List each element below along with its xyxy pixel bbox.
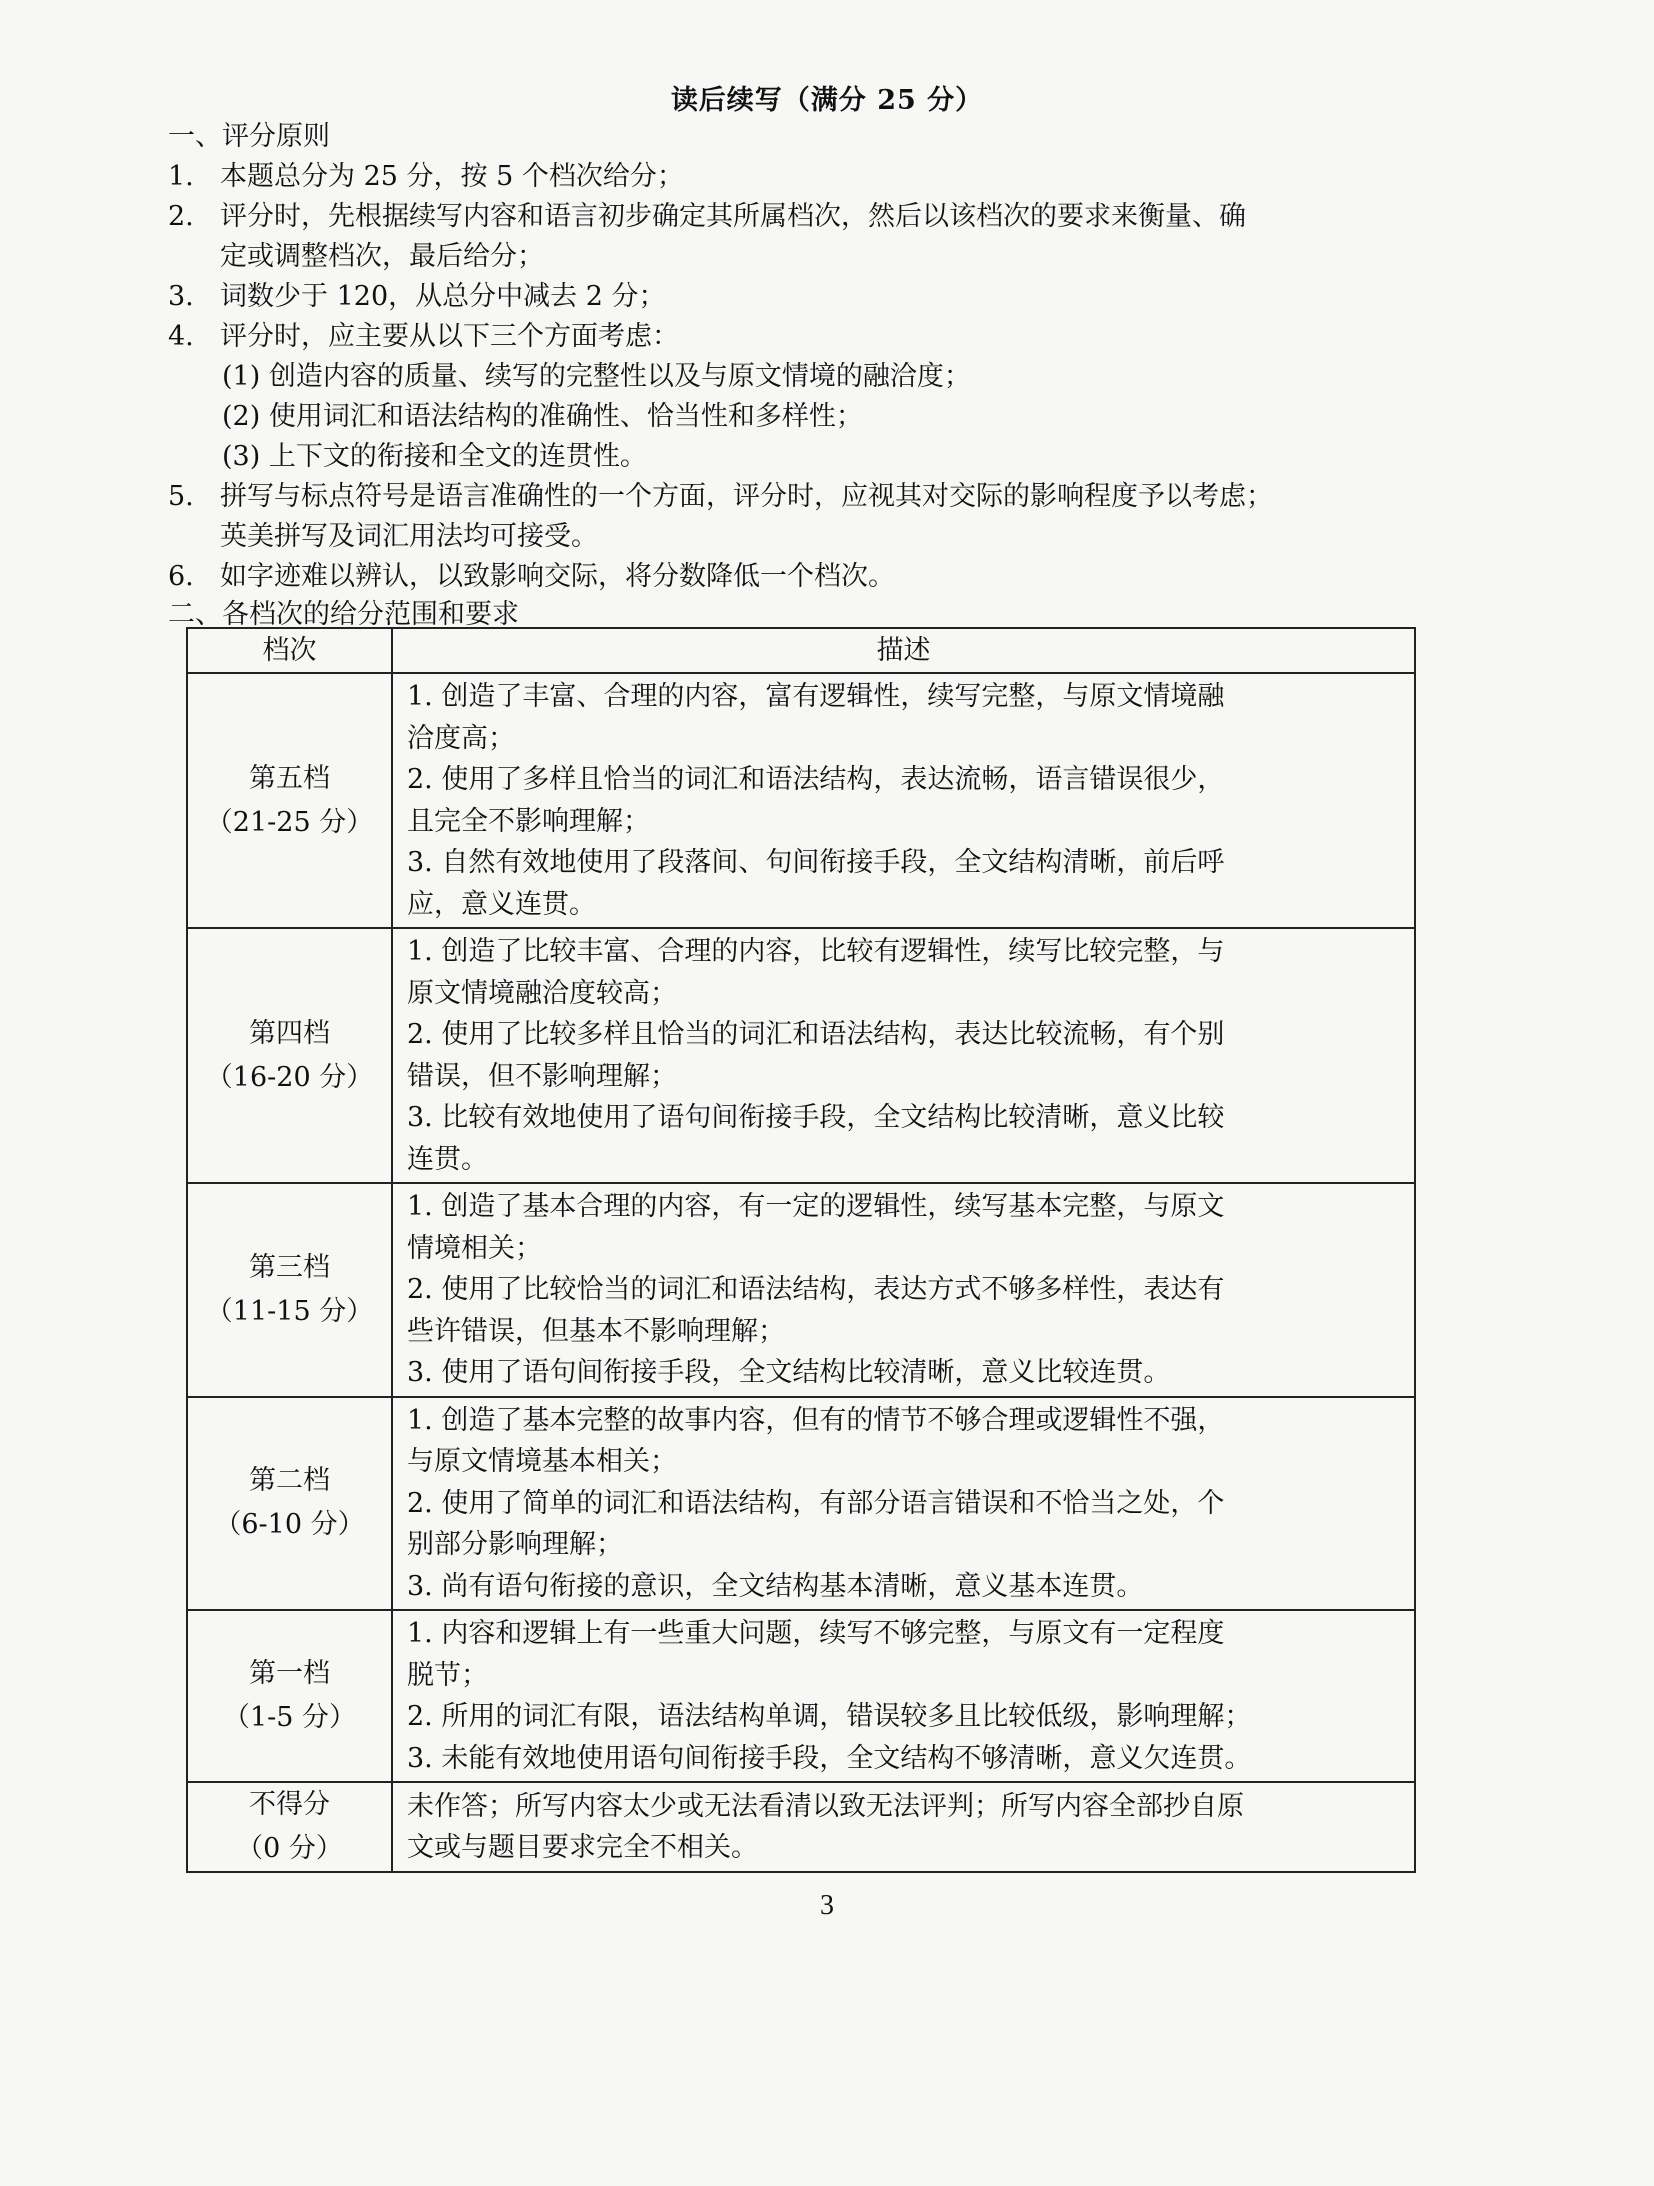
- level-range: （1-5 分）: [222, 1702, 357, 1733]
- description-line: 错误，但不影响理解；: [407, 1060, 677, 1092]
- sub-point-1: (1) 创造内容的质量、续写的完整性以及与原文情境的融洽度；: [222, 361, 971, 392]
- rule-4: [168, 317, 1398, 357]
- level-cell: [187, 1397, 392, 1611]
- description-line: 2. 所用的词汇有限，语法结构单调，错误较多且比较低级，影响理解；: [407, 1701, 1252, 1732]
- level-cell: [187, 1183, 392, 1397]
- description-line: 文或与题目要求完全不相关。: [407, 1832, 758, 1863]
- level-range: （21-25 分）: [205, 806, 374, 838]
- section2-heading: 二、各档次的给分范围和要求: [168, 599, 519, 630]
- description-line: 3. 比较有效地使用了语句间衔接手段，全文结构比较清晰，意义比较: [407, 1102, 1225, 1133]
- level-name: 第一档: [249, 1658, 330, 1689]
- rule-text: 本题总分为 25 分，按 5 个档次给分；: [220, 161, 684, 192]
- description-line: 原文情境融洽度较高；: [407, 977, 677, 1009]
- description-line: 1. 创造了比较丰富、合理的内容，比较有逻辑性，续写比较完整，与: [407, 936, 1225, 967]
- description-cell: [392, 673, 1415, 928]
- rule-text-continued: 英美拼写及词汇用法均可接受。: [220, 521, 598, 552]
- level-range: （6-10 分）: [214, 1509, 365, 1541]
- table-row: [187, 673, 1415, 928]
- description-line: 3. 未能有效地使用语句间衔接手段，全文结构不够清晰，意义欠连贯。: [407, 1742, 1252, 1774]
- page-title: 读后续写（满分 25 分）: [670, 85, 984, 116]
- description-line: 连贯。: [407, 1143, 488, 1175]
- description-line: 别部分影响理解；: [407, 1529, 623, 1560]
- table-row: [187, 1183, 1415, 1397]
- description-line: 1. 创造了基本完整的故事内容，但有的情节不够合理或逻辑性不强，: [407, 1404, 1225, 1436]
- description-cell: [392, 1782, 1415, 1872]
- description-line: 些许错误，但基本不影响理解；: [407, 1315, 785, 1347]
- level-range: （16-20 分）: [205, 1061, 374, 1093]
- description-line: 1. 内容和逻辑上有一些重大问题，续写不够完整，与原文有一定程度: [407, 1618, 1225, 1649]
- description-line: 2. 使用了比较多样且恰当的词汇和语法结构，表达比较流畅，有个别: [407, 1019, 1225, 1050]
- level-name: 第三档: [249, 1251, 330, 1283]
- level-cell: [187, 673, 392, 928]
- description-line: 脱节；: [407, 1659, 488, 1691]
- description-cell: [392, 928, 1415, 1183]
- level-cell: [187, 1782, 392, 1872]
- rule-6: [168, 557, 1398, 597]
- header-level: 档次: [187, 628, 392, 673]
- sub-point-2: (2) 使用词汇和语法结构的准确性、恰当性和多样性；: [222, 401, 863, 432]
- description-line: 应，意义连贯。: [407, 888, 596, 920]
- rule-number: 3.: [168, 281, 194, 312]
- table-row: [187, 1782, 1415, 1872]
- level-name: 第四档: [249, 1017, 330, 1049]
- sub-point-3: (3) 上下文的衔接和全文的连贯性。: [222, 441, 647, 472]
- description-line: 未作答；所写内容太少或无法看清以致无法评判；所写内容全部抄自原: [407, 1790, 1244, 1822]
- description-cell: [392, 1397, 1415, 1611]
- rule-text: 词数少于 120，从总分中减去 2 分；: [220, 281, 666, 312]
- table-row: [187, 1397, 1415, 1611]
- description-line: 且完全不影响理解；: [407, 805, 650, 837]
- level-name: 第五档: [249, 762, 330, 794]
- rule-number: 5.: [168, 481, 194, 512]
- level-range: （0 分）: [236, 1833, 343, 1864]
- description-line: 1. 创造了丰富、合理的内容，富有逻辑性，续写完整，与原文情境融: [407, 681, 1225, 712]
- table-row: [187, 1610, 1415, 1782]
- page-number: 3: [820, 1890, 834, 1921]
- description-line: 2. 使用了简单的词汇和语法结构，有部分语言错误和不恰当之处，个: [407, 1487, 1225, 1519]
- rule-number: 6.: [168, 561, 194, 592]
- description-line: 3. 使用了语句间衔接手段，全文结构比较清晰，意义比较连贯。: [407, 1357, 1171, 1388]
- rule-text: 评分时，应主要从以下三个方面考虑：: [220, 321, 679, 352]
- level-range: （11-15 分）: [205, 1295, 374, 1327]
- rule-2: [168, 197, 1398, 277]
- rule-text: 评分时，先根据续写内容和语言初步确定其所属档次，然后以该档次的要求来衡量、确: [220, 201, 1246, 232]
- description-line: 3. 自然有效地使用了段落间、句间衔接手段，全文结构清晰，前后呼: [407, 847, 1225, 878]
- description-line: 3. 尚有语句衔接的意识，全文结构基本清晰，意义基本连贯。: [407, 1570, 1144, 1602]
- level-name: 不得分: [249, 1789, 330, 1820]
- rule-1: [168, 157, 1398, 197]
- grading-table: [186, 627, 1416, 1873]
- rule-text-continued: 定或调整档次，最后给分；: [220, 241, 544, 272]
- rule-number: 4.: [168, 321, 194, 352]
- description-line: 与原文情境基本相关；: [407, 1446, 677, 1477]
- level-name: 第二档: [249, 1465, 330, 1497]
- description-line: 情境相关；: [407, 1232, 542, 1264]
- rule-text: 拼写与标点符号是语言准确性的一个方面，评分时，应视其对交际的影响程度予以考虑；: [220, 481, 1273, 512]
- description-line: 1. 创造了基本合理的内容，有一定的逻辑性，续写基本完整，与原文: [407, 1191, 1225, 1222]
- level-cell: [187, 1610, 392, 1782]
- rule-number: 2.: [168, 201, 194, 232]
- section1-heading: 一、评分原则: [168, 121, 330, 152]
- description-line: 2. 使用了多样且恰当的词汇和语法结构，表达流畅，语言错误很少，: [407, 764, 1225, 795]
- rule-5: [168, 477, 1398, 557]
- description-cell: [392, 1610, 1415, 1782]
- rule-number: 1.: [168, 161, 194, 192]
- level-cell: [187, 928, 392, 1183]
- rule-text: 如字迹难以辨认，以致影响交际，将分数降低一个档次。: [220, 561, 895, 592]
- description-line: 洽度高；: [407, 722, 515, 754]
- table-header-row: [187, 628, 1415, 673]
- table-row: [187, 928, 1415, 1183]
- rule-3: [168, 277, 1398, 317]
- description-cell: [392, 1183, 1415, 1397]
- header-description: 描述: [392, 628, 1415, 673]
- description-line: 2. 使用了比较恰当的词汇和语法结构，表达方式不够多样性，表达有: [407, 1274, 1225, 1305]
